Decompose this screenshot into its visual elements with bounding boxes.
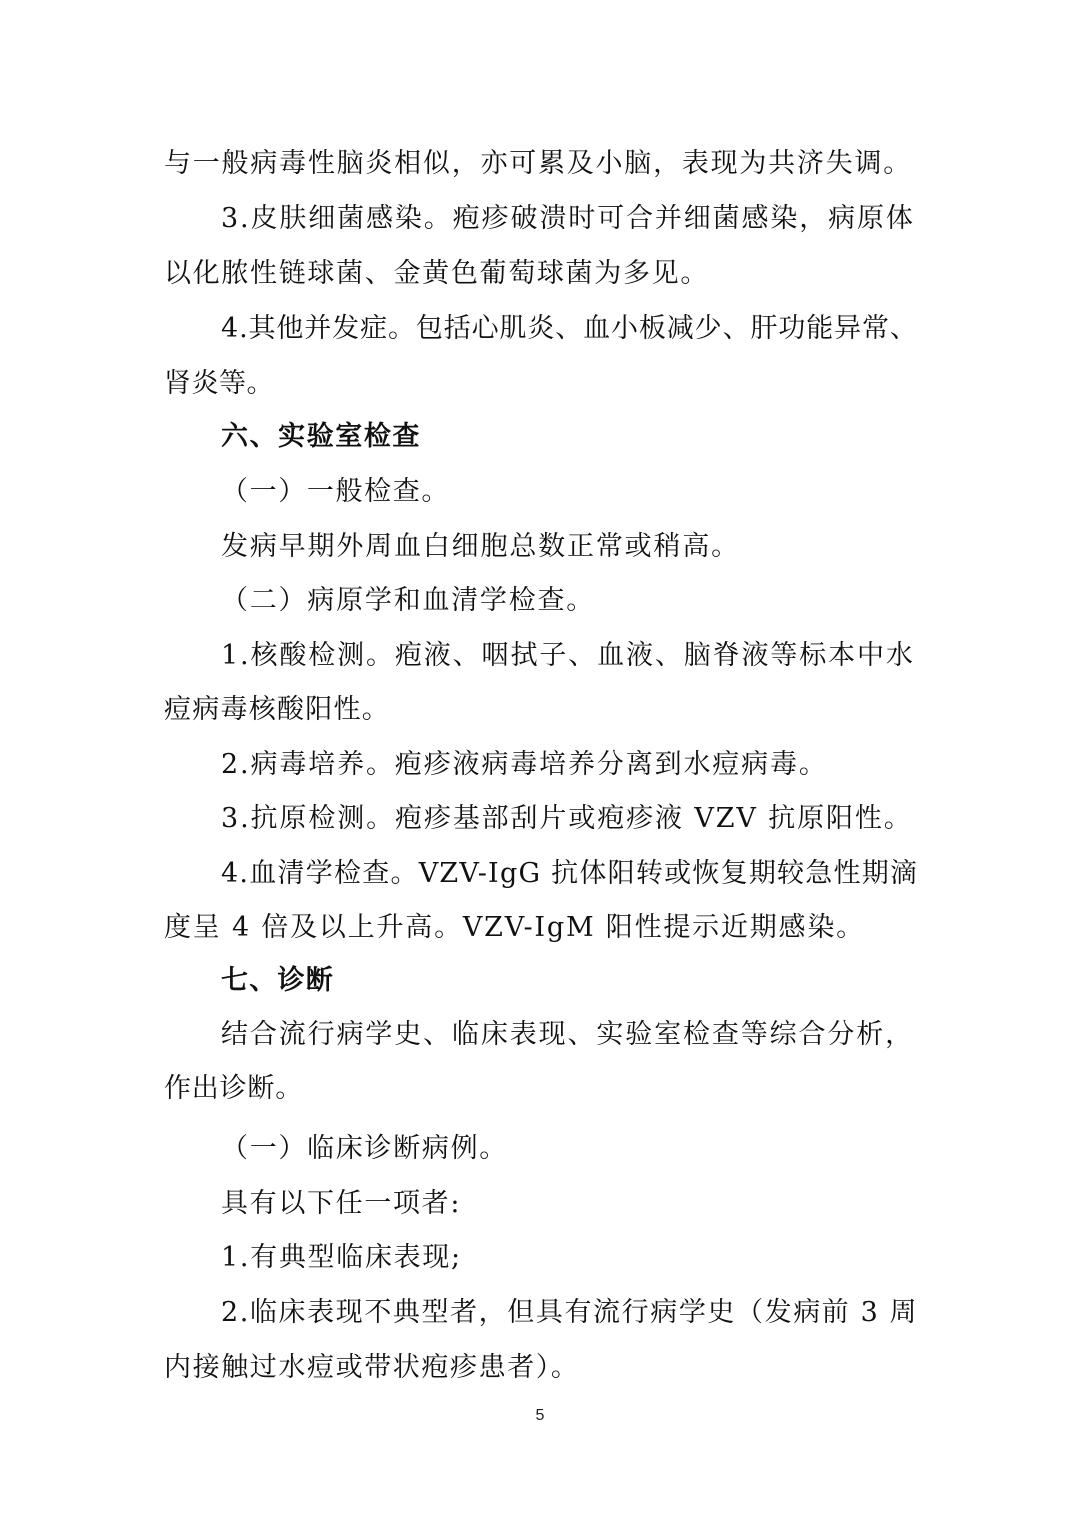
text-line: 与一般病毒性脑炎相似，亦可累及小脑，表现为共济失调。 xyxy=(164,148,912,179)
text-line: 度呈 4 倍及以上升高。VZV-IgM 阳性提示近期感染。 xyxy=(164,912,865,943)
text-line: 3.皮肤细菌感染。疱疹破溃时可合并细菌感染，病原体 xyxy=(221,203,915,234)
section-heading: 七、诊断 xyxy=(221,965,334,996)
page-number: 5 xyxy=(535,1407,545,1424)
subsection-heading: （二）病原学和血清学检查。 xyxy=(221,585,595,616)
text-line: 发病早期外周血白细胞总数正常或稍高。 xyxy=(221,531,740,562)
text-line: 3.抗原检测。疱疹基部刮片或疱疹液 VZV 抗原阳性。 xyxy=(221,803,913,834)
section-heading: 六、实验室检查 xyxy=(221,421,421,452)
text-line: 内接触过水痘或带状疱疹患者）。 xyxy=(164,1352,580,1383)
text-line: 4.血清学检查。VZV-IgG 抗体阳转或恢复期较急性期滴 xyxy=(221,858,919,889)
subsection-heading: （一）一般检查。 xyxy=(221,476,450,507)
text-line: 作出诊断。 xyxy=(164,1073,303,1104)
text-line: 痘病毒核酸阳性。 xyxy=(164,694,390,725)
text-line: 具有以下任一项者: xyxy=(221,1188,462,1219)
text-line: 1.有典型临床表现; xyxy=(221,1242,462,1273)
text-line: 1.核酸检测。疱液、咽拭子、血液、脑脊液等标本中水 xyxy=(221,640,915,671)
subsection-heading: （一）临床诊断病例。 xyxy=(221,1133,508,1164)
text-line: 以化脓性链球菌、金黄色葡萄球菌为多见。 xyxy=(164,258,709,289)
text-line: 4.其他并发症。包括心肌炎、血小板减少、肝功能异常、 xyxy=(221,313,918,344)
text-line: 肾炎等。 xyxy=(164,368,274,399)
text-line: 结合流行病学史、临床表现、实验室检查等综合分析， xyxy=(221,1019,914,1050)
text-line: 2.病毒培养。疱疹液病毒培养分离到水痘病毒。 xyxy=(221,749,828,780)
text-line: 2.临床表现不典型者，但具有流行病学史（发病前 3 周 xyxy=(221,1297,919,1328)
